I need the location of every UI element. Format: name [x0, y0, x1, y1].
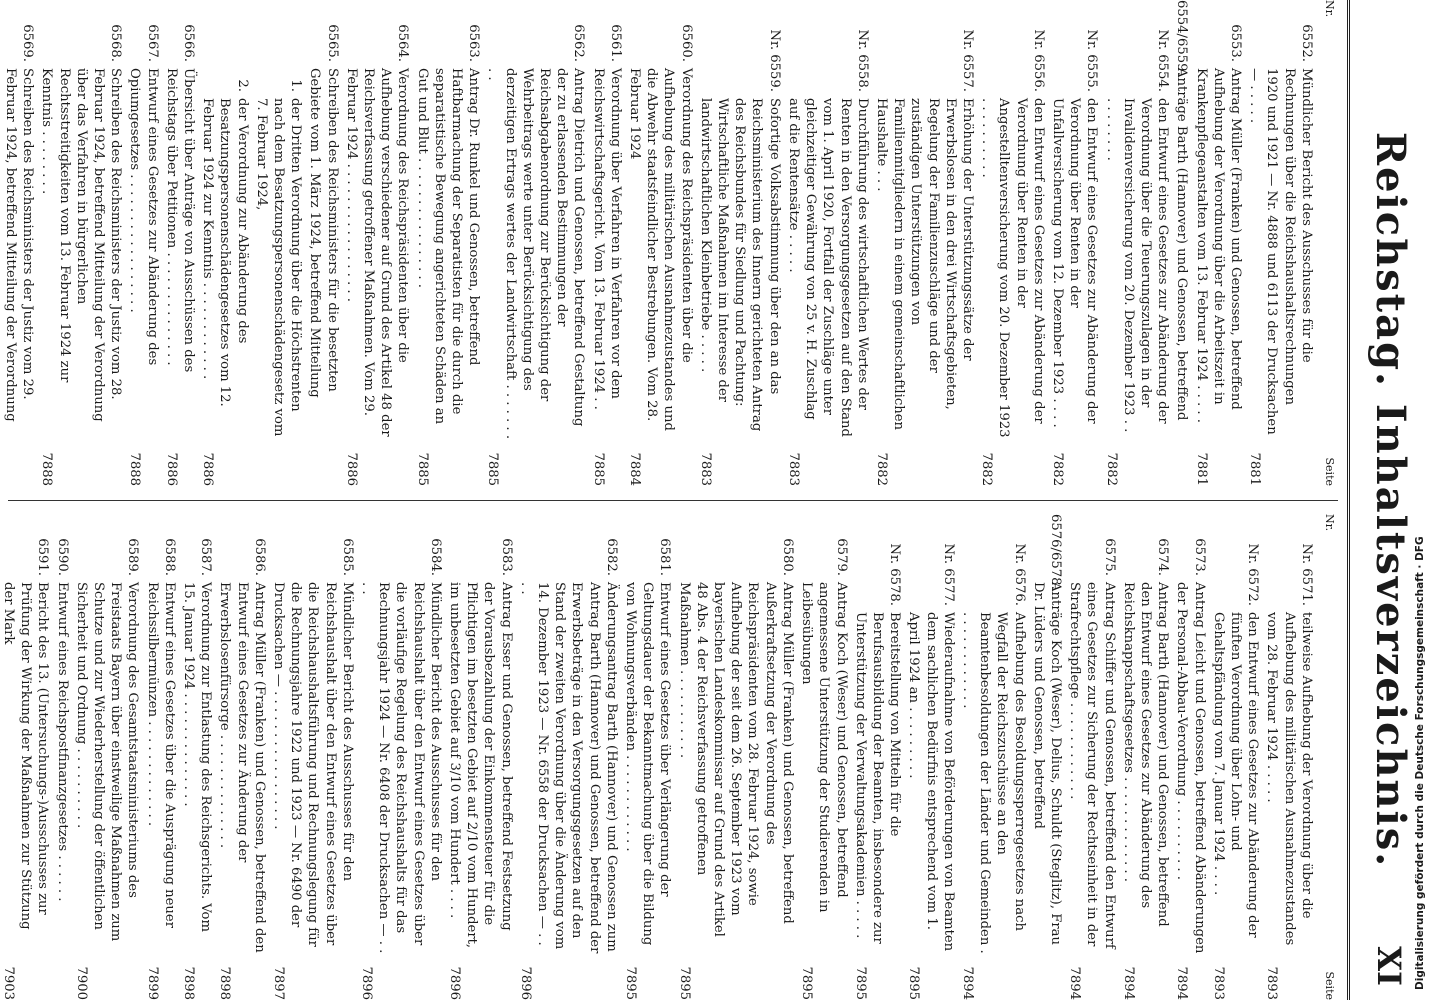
- toc-entry: [199, 0, 251, 486]
- entry-text: Bericht des 13. (Untersuchungs-)Ausschusses zur Prüfung der Wirkung der Maßnahmen zur Stützung der Mark: [0, 582, 51, 930]
- entry-text: Verordnung des Gesamtstaatsministeriums des Freistaats Bayern über einstweilige Maßnahmen zum Schutze und zur Wiederherstellung der öffentlichen Sicherheit und Ordnung . . . . . . . . . .: [73, 582, 141, 942]
- toc-entry: [216, 514, 268, 1000]
- entry-page: 7894: [1174, 966, 1190, 1000]
- entry-text: Schreiben des Reichsministers für die besetzten Gebiete vom 1. März 1924, betreffend Mitteilung: [307, 68, 340, 398]
- entry-text: Schreiben des Reichsministers der Justiz vom 29. Februar 1924, betreffend Mitteilung der Verordnung: [2, 68, 36, 422]
- toc-entry: [959, 514, 1028, 1000]
- entry-page: 7894: [1120, 966, 1136, 1000]
- entry-page: 7882: [873, 452, 889, 486]
- toc-entry: [873, 0, 976, 486]
- entry-number: 6573.: [1191, 538, 1207, 576]
- entry-number: 6579.: [833, 538, 849, 576]
- toc-entry: [38, 0, 124, 486]
- entry-page: 7883: [785, 452, 801, 486]
- entry-number: 6564.: [395, 24, 411, 62]
- entry-number: Nr. 6554.: [1155, 29, 1171, 92]
- toc-entry: [675, 514, 795, 1000]
- entry-page: 7895: [676, 966, 692, 1000]
- nr-label: Nr.: [1323, 0, 1336, 18]
- toc-entry: [143, 514, 177, 1000]
- entry-page: 7894: [959, 966, 975, 1000]
- entry-page: 7893: [1210, 966, 1226, 1000]
- entry-text: Antrag Müller (Franken) und Genossen, betreffend Aufhebung der Verordnung über die Arbeitszeit in Krankenpflegeanstalten vom 13. Februar 1924 . . . . .: [1193, 68, 1243, 423]
- entry-page: 7895: [906, 966, 922, 1000]
- entry-text: Verordnung zur Entlastung des Reichsgerichts. Vom 15. Januar 1924 . . . . . . . . . . . . . .: [181, 582, 214, 933]
- right-entries: [0, 514, 1315, 1000]
- entry-page: 7885: [485, 452, 501, 486]
- seite-label: Seite: [1323, 457, 1336, 486]
- entry-page: 7884: [627, 452, 643, 486]
- entry-number: 2.: [234, 79, 250, 92]
- page-number: XI: [1370, 946, 1408, 986]
- entry-page: 7886: [343, 452, 359, 486]
- entry-text: teilweise Aufhebung der Verordnung über die Aufhebung des militärischen Ausnahmezustandes vom 28. Februar 1924 . . . . .: [1264, 612, 1314, 946]
- entry-number: 6554/6559.: [1174, 0, 1190, 76]
- entry-number: Nr. 6555.: [1084, 29, 1100, 92]
- left-column: [0, 0, 1338, 486]
- entry-page: 7899: [144, 966, 160, 1000]
- entry-number: 6586.: [251, 538, 267, 576]
- toc-entry: [1066, 514, 1118, 1000]
- entry-text: Entwurf eines Gesetzes über Verlängerung der Geltungsdauer der Bekanntmachung über die Bildung von Wohnungsverbänden . . . . . . . . . . . .: [623, 582, 673, 946]
- footer-text: Digitalisierung gefördert durch die Deutsche Forschungsgemeinschaft · DFG: [1414, 536, 1426, 990]
- entry-number: 6590.: [54, 538, 70, 576]
- entry-page: 7888: [127, 452, 143, 486]
- entry-number: 6589.: [125, 538, 141, 576]
- entry-text: Anträge Barth (Hannover) und Genossen, betreffend: [1174, 68, 1190, 421]
- toc-entry: [1030, 514, 1064, 1000]
- entry-number: Nr. 6559.: [766, 29, 782, 92]
- toc-entry: [1210, 514, 1262, 1000]
- entry-page: 7896: [359, 966, 375, 1000]
- toc-entry: [1192, 0, 1244, 486]
- toc-entry: [785, 0, 871, 486]
- toc-entry: [0, 0, 36, 486]
- left-column-head: [1321, 0, 1338, 486]
- entry-text: der Dritten Verordnung über die Höchstrenten nach dem Besatzungspersonenschädengesetz vom 7. Februar 1924,: [253, 98, 304, 437]
- entry-page: 7893: [1264, 966, 1280, 1000]
- entry-number: 6575.: [1101, 538, 1117, 576]
- entry-text: den Entwurf eines Gesetzes zur Abänderung der Verordnung über Renten in der Unfallversicherung vom 12. Dezember 1923 . . . .: [1049, 98, 1100, 428]
- entry-text: Antrag Leicht und Genossen, betreffend Abänderungen der Personal-Abbau-Verordnung . . . . . . . . . .: [1174, 582, 1207, 954]
- entry-number: 6565.: [324, 24, 340, 62]
- entry-page: 7895: [852, 966, 868, 1000]
- entry-text: Antrag Koch (Weser) und Genossen, betreffend angemessene Unterstützung der Studierenden in Leibesübungen: [799, 582, 849, 913]
- entry-text: Antrag Müller (Franken) und Genossen, betreffend den Entwurf eines Gesetzes zur Änderung der Erwerbslosenfürsorge . . . . . . . . . . . . . .: [217, 582, 267, 953]
- toc-entry: [270, 514, 356, 1000]
- entry-page: 7896: [447, 966, 463, 1000]
- entry-number: 6583.: [498, 538, 514, 576]
- entry-page: 7883: [697, 452, 713, 486]
- entry-text: Mündlicher Bericht des Ausschusses für den Reichshaushalt über den Entwurf eines Gesetzes über die Reichshaushaltsführung und Rechnungslegung für die Rechnungsjahre 1922 und 1923 — Nr. 6490 der Drucksachen — . . . . . . . . . . . . . . . . .: [271, 582, 355, 947]
- entry-number: 6581.: [657, 538, 673, 576]
- entry-page: 7882: [979, 452, 995, 486]
- entry-text: den Entwurf eines Gesetzes zur Abänderung der Verordnung über die Teuerungszulagen in der Invalidenversicherung vom 20. Dezember 1923 . . . . . . . . . .: [1103, 98, 1171, 433]
- toc-entry: [306, 0, 340, 486]
- toc-entry: [1173, 0, 1190, 486]
- toc-entry: [163, 0, 197, 486]
- entry-text: Wiederaufnahme von Beförderungen von Beamten dem sachlichen Bedürfnis entsprechend vom 1. April 1924 an . . . . . . . . .: [906, 612, 956, 952]
- entry-number: 6576/6578.: [1047, 514, 1063, 590]
- toc-entry: [589, 0, 623, 486]
- column-divider: [8, 500, 1338, 501]
- entry-text: Erhöhung der Unterstützungssätze der Erwerbslosen in den drei Wirtschaftsgebieten, Regelung der Familienzuschläge und der zuständigen Unterstützungen von Familienmitgliedern in einem gemeinschaftlichen Haushalte . . .: [873, 98, 975, 430]
- entry-number: 6582.: [603, 538, 619, 576]
- toc-entry: [798, 514, 850, 1000]
- toc-entry: [1246, 0, 1315, 486]
- entry-number: 6584.: [427, 538, 443, 576]
- toc-entry: [622, 514, 674, 1000]
- entry-number: 6553.: [1227, 24, 1243, 62]
- nr-label: Nr.: [1323, 514, 1336, 532]
- entry-page: 7903: [0, 966, 16, 1000]
- entry-text: Anträge Koch (Weser), Delius, Schuldt (Steglitz), Frau Dr. Lüders und Genossen, betreffend: [1030, 582, 1063, 946]
- toc-entry: [1049, 0, 1101, 486]
- toc-entry: [1120, 514, 1172, 1000]
- toc-entry: [358, 514, 444, 1000]
- entry-page: 7881: [1247, 452, 1263, 486]
- entry-page: 7900: [73, 966, 89, 1000]
- entry-text: den Entwurf eines Gesetzes zur Abänderung der Verordnung über Renten in der Angestelltenversicherung vom 20. Dezember 1923 . . . . . . . . . .: [979, 98, 1046, 438]
- entry-number: 6552.: [1298, 24, 1314, 62]
- entry-number: Nr. 6577.: [940, 543, 956, 606]
- entry-text: Antrag Dietrich und Genossen, betreffend Gestaltung der zu erlassenden Bestimmungen der Reichsabgabenordnung zur Berücksichtigung der Wehrbeitrags werte unter Berücksichtigung des derzeitigen Ertrags wertes der Landwirtschaft . . . . . . . . .: [485, 68, 587, 440]
- entry-number: Nr. 6578.: [887, 543, 903, 606]
- entry-number: Nr. 6571.: [1298, 543, 1314, 606]
- entry-page: 7897: [271, 966, 287, 1000]
- entry-page: 7898: [181, 966, 196, 1000]
- entry-text: Antrag Esser und Genossen, betreffend Festsetzung der Vorausbezahlung der Einkommensteuer für die Pflichtigen im besetzten Gebiet auf 2/10 vom Hundert, im unbesetzten Gebiet auf 3/10 vom Hundert . . . .: [447, 582, 514, 949]
- entry-text: Verordnung über Verfahren in Verfahren vor dem Reichswirtschaftsgericht. Vom 13. Februar 1924 . .: [590, 68, 623, 410]
- entry-number: 6569.: [20, 24, 36, 62]
- toc-entry: [626, 0, 695, 486]
- toc-entry: [53, 514, 70, 1000]
- entry-text: Änderungsantrag Barth (Hannover) und Genossen zum Antrag Barth (Hannover) und Genossen, betreffend der Erwerbsbeträge in den Versorgungsgesetzen auf den Stand der zweiten Verordnung über die Änderung vom 14. Dezember 1923 — Nr. 6558 der Drucksachen — . . . .: [517, 582, 619, 954]
- entry-page: 7895: [799, 966, 815, 1000]
- toc-entry: [0, 514, 51, 1000]
- entry-page: 7882: [1103, 452, 1119, 486]
- toc-entry: [517, 514, 620, 1000]
- entry-page: 7881: [1193, 452, 1209, 486]
- toc-entry: [253, 0, 305, 486]
- entry-page: 7885: [590, 452, 606, 486]
- page-title: Reichstag. Inhaltsverzeichnis.: [1367, 131, 1414, 869]
- toc-entry: [73, 514, 142, 1000]
- toc-entry: [126, 0, 160, 486]
- entry-text: Entwurf eines Gesetzes über die Ausprägung neuer Reichssilbermünzen . . . . . . . . . . . . .: [144, 582, 177, 929]
- entry-number: 6580.: [779, 538, 795, 576]
- entry-number: 6563.: [466, 24, 482, 62]
- entry-number: 1.: [288, 79, 304, 92]
- right-column: [0, 514, 1338, 1000]
- entry-text: Bereitstellung von Mitteln für die Berufsausbildung der Beamten, insbesondere zur Unterstützung der Verwaltungsakademien . . . . .: [852, 612, 903, 944]
- entry-number: Nr. 6558.: [854, 29, 870, 92]
- entry-number: 6566.: [181, 24, 196, 62]
- entry-page: 7896: [517, 966, 533, 1000]
- toc-entry: [852, 514, 904, 1000]
- entry-text: der Verordnung zur Abänderung des Besatzungspersonenschädengesetzes vom 12. Februar 1924 zur Kenntnis . . . . . . . . . . . .: [200, 98, 250, 407]
- toc-entry: [180, 514, 214, 1000]
- entry-text: Übersicht über Anträge von Ausschüssen des Reichstags über Petitionen . . . . . . . . . . . . . .: [163, 68, 196, 373]
- entry-number: 6574.: [1155, 538, 1171, 576]
- entry-number: 6591.: [35, 538, 51, 576]
- toc-entry: [1102, 0, 1171, 486]
- header-rule: [1347, 0, 1350, 1000]
- entry-number: 6588.: [161, 538, 177, 576]
- entry-number: 6585.: [339, 538, 355, 576]
- toc-entry: [905, 514, 957, 1000]
- entry-text: Antrag Dr. Runkel und Genossen, betreffend Haftbarmachung der Separatisten für die durch die separatistische Bewegung angerichteten Schäden an Gut und Blut . . . . . . . . . . . . . . . .: [414, 68, 482, 425]
- entry-number: 6587.: [198, 538, 214, 576]
- left-entries: [0, 0, 1315, 486]
- toc-entry: [1173, 514, 1207, 1000]
- entry-text: Schreiben des Reichsministers der Justiz vom 28. Februar 1924, betreffend Mitteilung der Verordnung über das Verfahren in bürgerlichen Rechtsstreitigkeiten vom 13. Februar 1924 zur Kenntnis . . . . . . . .: [39, 68, 124, 422]
- entry-text: Mündlicher Bericht des Ausschusses für die Rechnungen über die Reichshaushaltsrechnungen 1920 und 1921 — Nr. 4888 und 6113 der Drucksachen — . . . . .: [1247, 68, 1314, 435]
- entry-text: Entwurf eines Gesetzes zur Abänderung des Opiumgesetzes . . . . . . . . . . . . . . . . .: [127, 68, 160, 366]
- right-column-head: [1321, 514, 1338, 1000]
- entry-page: 7895: [623, 966, 639, 1000]
- toc-entry: [978, 0, 1047, 486]
- entry-text: Mündlicher Bericht des Ausschusses für den Reichshaushalt über den Entwurf eines Gesetzes über die vorläufige Regelung des Reichshaushalts für das Rechnungsjahr 1924 — Nr. 6408 der Drucksachen — . . . .: [359, 582, 443, 954]
- entry-number: 6561.: [607, 24, 623, 62]
- entry-page: 7894: [1067, 966, 1083, 1000]
- entry-text: Sofortige Volksabstimmung über den an das Reichsministerium des Innern gerichteten Antrag des Reichsbundes für Siedlung und Pachtung: Wirtschaftliche Maßnahmen im Interesse der landwirtschaftlichen Kleinbetriebe . . . . .: [697, 98, 782, 432]
- entry-page: 7898: [217, 966, 233, 1000]
- entry-text: Antrag Schiffer und Genossen, betreffend den Entwurf eines Gesetzes zur Sicherung der Rechtseinheit in der Strafrechtspflege . . . . . . . . . . . .: [1067, 582, 1117, 949]
- entry-text: Entwurf eines Reichspostfinanzgesetzes . . . . . .: [54, 582, 70, 902]
- entry-page: 7886: [163, 452, 179, 486]
- toc-entry: [697, 0, 783, 486]
- toc-entry: [343, 0, 412, 486]
- entry-text: Aufhebung des Besoldungssperregesetzes nach Wegfall der Reichszuschüsse an den Beamtenbesoldungen der Länder und Gemeinden . . . . . . . . . . . . .: [959, 612, 1027, 954]
- entry-page: 7886: [200, 452, 216, 486]
- toc-entry: [446, 514, 515, 1000]
- entry-text: den Entwurf eines Gesetzes zur Abänderung der fünften Verordnung über Lohn- und Gehaltspfändung vom 7. Januar 1924 . . . .: [1210, 612, 1261, 938]
- entry-text: Verordnung des Reichspräsidenten über die Aufhebung des militärischen Ausnahmezustandes und die Abwehr staatsfeindlicher Bestrebungen. Vom 28. Februar 1924: [627, 68, 694, 431]
- entry-text: Verordnung des Reichspräsidenten über die Aufhebung verschiedener auf Grund des Artikel 48 der Reichsverfassung getroffener Maßnahmen. Vom 29. Februar 1924 . . . . . . . . . . . . . . . . .: [343, 68, 411, 437]
- entry-number: 6560.: [678, 24, 694, 62]
- toc-entry: [413, 0, 482, 486]
- entry-number: Nr. 6572.: [1245, 543, 1261, 606]
- digitization-footer: [1410, 0, 1434, 1000]
- entry-number: 6562.: [571, 24, 587, 62]
- toc-entry: [484, 0, 587, 486]
- entry-page: 7882: [1049, 452, 1065, 486]
- entry-page: 7888: [39, 452, 55, 486]
- entry-text: Antrag Barth (Hannover) und Genossen, betreffend den Entwurf eines Gesetzes zur Abänderung des Reichsknappschaftsgesetzes . . . . . . . . . . . . .: [1120, 582, 1171, 927]
- toc-entry: [1263, 514, 1315, 1000]
- entry-number: Nr. 6557.: [959, 29, 975, 92]
- entry-number: 6568.: [108, 24, 124, 62]
- seite-label: Seite: [1323, 971, 1336, 1000]
- entry-text: Durchführung des wirtschaftlichen Wertes der Renten in den Versorgungsgesetzen auf den Stand vom 1. April 1920, Fortfall der Zuschläge unter gleichzeitiger Gewährung von 25 v. H. Zuschlag auf die Rentensätze . . . . .: [785, 98, 870, 437]
- entry-page: 7885: [414, 452, 430, 486]
- entry-number: 6567.: [144, 24, 160, 62]
- entry-text: Antrag Müller (Franken) und Genossen, betreffend Außerkraftsetzung der Verordnung des Reichspräsidenten vom 28. Februar 1924, sowie Aufhebung der seit dem 26. September 1923 vom bayerischen Landeskommissar auf Grund des Artikel 48 Abs. 4 der Reichsverfassung getroffenen Maßnahmen . . . . . . . . . . .: [676, 582, 795, 937]
- entry-number: Nr. 6556.: [1030, 29, 1046, 92]
- entry-number: Nr. 6576.: [1011, 543, 1027, 606]
